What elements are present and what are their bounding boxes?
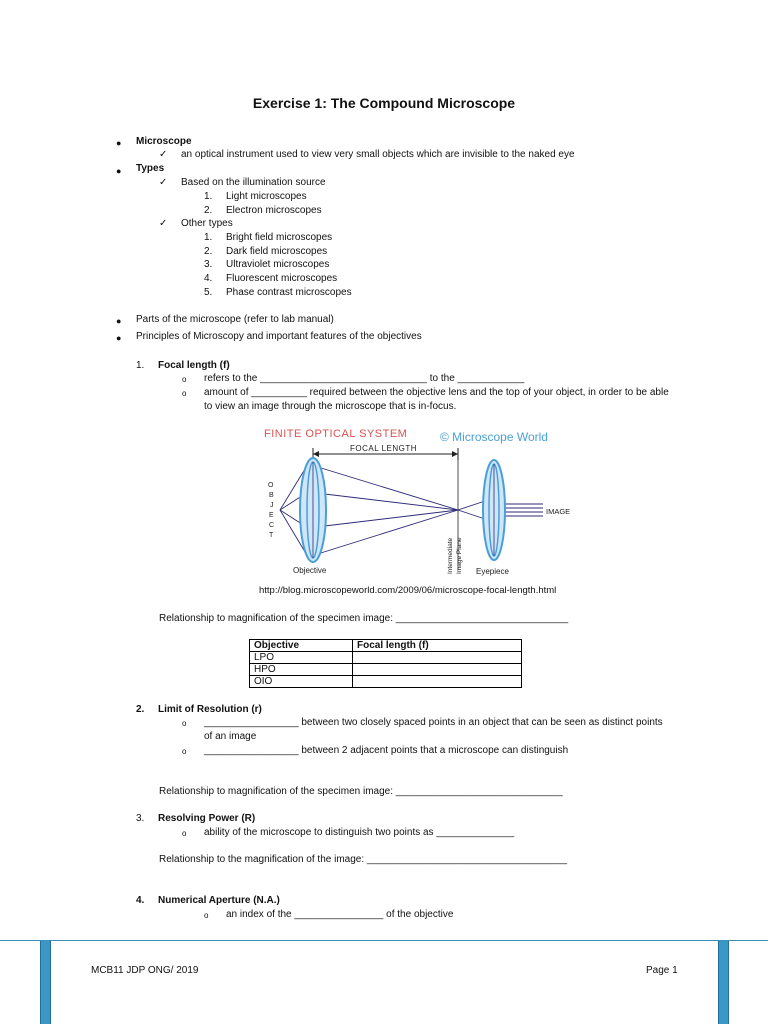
footer-page-number: Page 1 xyxy=(646,965,678,976)
relationship-line: Relationship to magnification of the specimen image: _______________________________ xyxy=(159,613,569,624)
list-number: 2. xyxy=(204,246,213,257)
objective-label: Objective xyxy=(293,566,327,575)
principles-line: Principles of Microscopy and important features of the objectives xyxy=(136,331,422,342)
list-number: 2. xyxy=(204,205,213,216)
table-cell-blank xyxy=(353,676,522,688)
relationship-line: Relationship to magnification of the specimen image: ______________________________ xyxy=(159,786,563,797)
table-row xyxy=(250,676,522,688)
table-cell-blank xyxy=(353,652,522,664)
list-number: 5. xyxy=(204,287,213,298)
table-cell-blank xyxy=(353,664,522,676)
object-letter: E xyxy=(269,512,274,519)
object-letter: J xyxy=(270,502,274,509)
relationship-line: Relationship to the magnification of the image: ____________________________________ xyxy=(159,854,568,865)
bullet-dot: ● xyxy=(116,316,122,326)
focal-line2a: amount of __________ required between the objective lens and the top of your object, in order to be able xyxy=(204,387,669,398)
focal-line2b: to view an image through the microscope that is in-focus. xyxy=(204,401,457,412)
focal-heading: Focal length (f) xyxy=(158,360,230,371)
bullet-dot: ● xyxy=(116,166,122,176)
section-number: 1. xyxy=(136,360,145,371)
table-cell: LPO xyxy=(250,652,353,664)
plane-label2: Image Plane xyxy=(456,537,463,574)
check-icon: ✓ xyxy=(159,218,168,229)
circle-bullet: o xyxy=(182,719,187,728)
object-letter: O xyxy=(268,482,274,489)
footer-divider xyxy=(0,940,768,941)
bullet-dot: ● xyxy=(116,333,122,343)
na-heading: Numerical Aperture (N.A.) xyxy=(158,895,280,906)
table-header: Focal length (f) xyxy=(353,640,522,652)
circle-bullet: o xyxy=(182,829,187,838)
circle-bullet: o xyxy=(182,389,187,398)
eyepiece-label: Eyepiece xyxy=(476,567,509,576)
resolving-line1: ability of the microscope to distinguish two points as ______________ xyxy=(204,827,515,838)
focal-arrow-left xyxy=(313,451,319,457)
section-number: 4. xyxy=(136,895,145,906)
bullet-dot: ● xyxy=(116,138,122,148)
list-number: 4. xyxy=(204,273,213,284)
table-header: Objective xyxy=(250,640,353,652)
table-row xyxy=(250,664,522,676)
section-number: 2. xyxy=(136,704,145,715)
resolving-heading: Resolving Power (R) xyxy=(158,813,256,824)
diagram-title: FINITE OPTICAL SYSTEM xyxy=(264,428,408,440)
diagram-watermark: © Microscope World xyxy=(440,430,548,444)
table-cell: OIO xyxy=(250,676,353,688)
list-item: Dark field microscopes xyxy=(226,246,328,257)
resolution-line1: _________________ between two closely spaced points in an object that can be seen as distinct points xyxy=(204,717,663,728)
list-number: 1. xyxy=(204,191,213,202)
na-line1: an index of the ________________ of the objective xyxy=(226,909,454,920)
parts-line: Parts of the microscope (refer to lab manual) xyxy=(136,314,334,325)
focal-length-table xyxy=(249,639,522,688)
section-number: 3. xyxy=(136,813,145,824)
footer-bar-left xyxy=(40,941,51,1024)
circle-bullet: o xyxy=(182,375,187,384)
resolution-line1b: of an image xyxy=(204,731,257,742)
other-types-label: Other types xyxy=(181,218,233,229)
footer-course: MCB11 JDP ONG/ 2019 xyxy=(91,965,199,976)
circle-bullet: o xyxy=(182,747,187,756)
plane-label1: Intermediate xyxy=(447,537,454,574)
check-icon: ✓ xyxy=(159,149,168,160)
list-item: Ultraviolet microscopes xyxy=(226,259,330,270)
focal-length-diagram xyxy=(258,422,576,580)
resolution-line2: _________________ between 2 adjacent points that a microscope can distinguish xyxy=(204,745,569,756)
figure-source-link[interactable]: http://blog.microscopeworld.com/2009/06/microscope-focal-length.html xyxy=(259,585,557,596)
object-letter: C xyxy=(269,522,275,529)
illumination-label: Based on the illumination source xyxy=(181,177,326,188)
check-icon: ✓ xyxy=(159,177,168,188)
circle-bullet: o xyxy=(204,911,209,920)
footer-bar-right xyxy=(718,941,729,1024)
focal-length-label: FOCAL LENGTH xyxy=(350,444,418,453)
table-row xyxy=(250,652,522,664)
table-cell: HPO xyxy=(250,664,353,676)
list-item: Phase contrast microscopes xyxy=(226,287,352,298)
list-item: Electron microscopes xyxy=(226,205,322,216)
types-heading: Types xyxy=(136,163,165,174)
list-item: Fluorescent microscopes xyxy=(226,273,338,284)
object-letter: B xyxy=(269,492,274,499)
focal-arrow-right xyxy=(452,451,458,457)
microscope-heading: Microscope xyxy=(136,136,192,147)
list-number: 1. xyxy=(204,232,213,243)
list-item: Light microscopes xyxy=(226,191,307,202)
resolution-heading: Limit of Resolution (r) xyxy=(158,704,262,715)
focal-line1: refers to the ______________________________ to the ____________ xyxy=(204,373,525,384)
microscope-definition: an optical instrument used to view very small objects which are invisible to the naked eye xyxy=(181,149,575,160)
list-number: 3. xyxy=(204,259,213,270)
page-title: Exercise 1: The Compound Microscope xyxy=(252,95,516,111)
object-letter: T xyxy=(269,532,274,539)
list-item: Bright field microscopes xyxy=(226,232,333,243)
image-label: IMAGE xyxy=(546,507,571,516)
